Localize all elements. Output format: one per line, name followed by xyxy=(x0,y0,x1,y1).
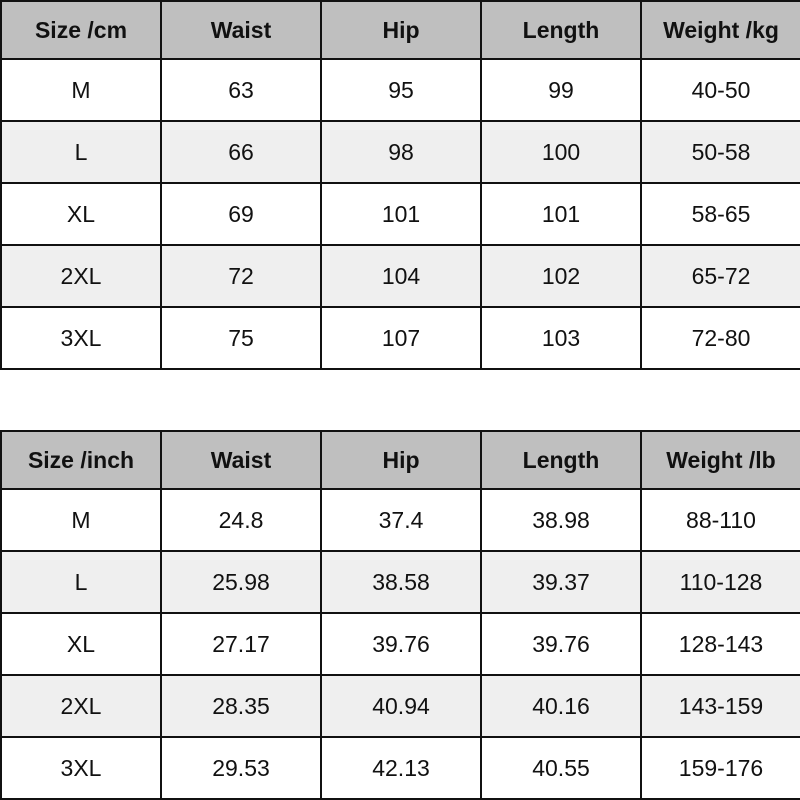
table-row xyxy=(1,183,800,245)
cell-waist: 66 xyxy=(161,121,321,183)
table-row xyxy=(1,551,800,613)
cell-hip: 107 xyxy=(321,307,481,369)
column-header-hip: Hip xyxy=(321,431,481,489)
size-chart-inch-table xyxy=(0,430,800,800)
table-header-row xyxy=(1,431,800,489)
cell-length: 102 xyxy=(481,245,641,307)
table-row xyxy=(1,613,800,675)
cell-hip: 101 xyxy=(321,183,481,245)
cell-waist: 29.53 xyxy=(161,737,321,799)
cell-hip: 42.13 xyxy=(321,737,481,799)
cell-hip: 40.94 xyxy=(321,675,481,737)
table-row xyxy=(1,307,800,369)
cell-weight: 58-65 xyxy=(641,183,800,245)
table-row xyxy=(1,245,800,307)
column-header-hip: Hip xyxy=(321,1,481,59)
table-header-row xyxy=(1,1,800,59)
cell-hip: 39.76 xyxy=(321,613,481,675)
cell-length: 101 xyxy=(481,183,641,245)
cell-size: XL xyxy=(1,613,161,675)
cell-weight: 50-58 xyxy=(641,121,800,183)
cell-waist: 24.8 xyxy=(161,489,321,551)
cell-size: 3XL xyxy=(1,737,161,799)
cell-size: M xyxy=(1,59,161,121)
cell-hip: 37.4 xyxy=(321,489,481,551)
cell-weight: 40-50 xyxy=(641,59,800,121)
cell-size: 2XL xyxy=(1,245,161,307)
cell-waist: 28.35 xyxy=(161,675,321,737)
cell-hip: 98 xyxy=(321,121,481,183)
cell-size: 3XL xyxy=(1,307,161,369)
table-row xyxy=(1,489,800,551)
column-header-length: Length xyxy=(481,1,641,59)
cell-length: 100 xyxy=(481,121,641,183)
cell-length: 39.37 xyxy=(481,551,641,613)
column-header-size: Size /inch xyxy=(1,431,161,489)
table-header-inch xyxy=(1,431,800,489)
cell-length: 38.98 xyxy=(481,489,641,551)
cell-weight: 110-128 xyxy=(641,551,800,613)
column-header-weight: Weight /lb xyxy=(641,431,800,489)
cell-length: 39.76 xyxy=(481,613,641,675)
cell-weight: 159-176 xyxy=(641,737,800,799)
cell-size: L xyxy=(1,121,161,183)
cell-weight: 88-110 xyxy=(641,489,800,551)
cell-hip: 38.58 xyxy=(321,551,481,613)
cell-weight: 128-143 xyxy=(641,613,800,675)
column-header-waist: Waist xyxy=(161,431,321,489)
cell-weight: 65-72 xyxy=(641,245,800,307)
cell-waist: 25.98 xyxy=(161,551,321,613)
cell-hip: 104 xyxy=(321,245,481,307)
size-chart-cm-table xyxy=(0,0,800,370)
size-chart-inch-block xyxy=(0,430,800,800)
table-row xyxy=(1,59,800,121)
cell-size: L xyxy=(1,551,161,613)
table-row xyxy=(1,675,800,737)
cell-hip: 95 xyxy=(321,59,481,121)
size-chart-cm-block xyxy=(0,0,800,370)
cell-size: 2XL xyxy=(1,675,161,737)
column-header-length: Length xyxy=(481,431,641,489)
table-body-cm xyxy=(1,59,800,369)
cell-size: XL xyxy=(1,183,161,245)
column-header-waist: Waist xyxy=(161,1,321,59)
cell-waist: 75 xyxy=(161,307,321,369)
column-header-size: Size /cm xyxy=(1,1,161,59)
table-body-inch xyxy=(1,489,800,799)
cell-length: 99 xyxy=(481,59,641,121)
table-row xyxy=(1,121,800,183)
cell-weight: 72-80 xyxy=(641,307,800,369)
cell-waist: 27.17 xyxy=(161,613,321,675)
cell-weight: 143-159 xyxy=(641,675,800,737)
column-header-weight: Weight /kg xyxy=(641,1,800,59)
cell-size: M xyxy=(1,489,161,551)
table-row xyxy=(1,737,800,799)
cell-length: 40.55 xyxy=(481,737,641,799)
cell-waist: 69 xyxy=(161,183,321,245)
cell-length: 40.16 xyxy=(481,675,641,737)
cell-length: 103 xyxy=(481,307,641,369)
table-header-cm xyxy=(1,1,800,59)
cell-waist: 63 xyxy=(161,59,321,121)
cell-waist: 72 xyxy=(161,245,321,307)
